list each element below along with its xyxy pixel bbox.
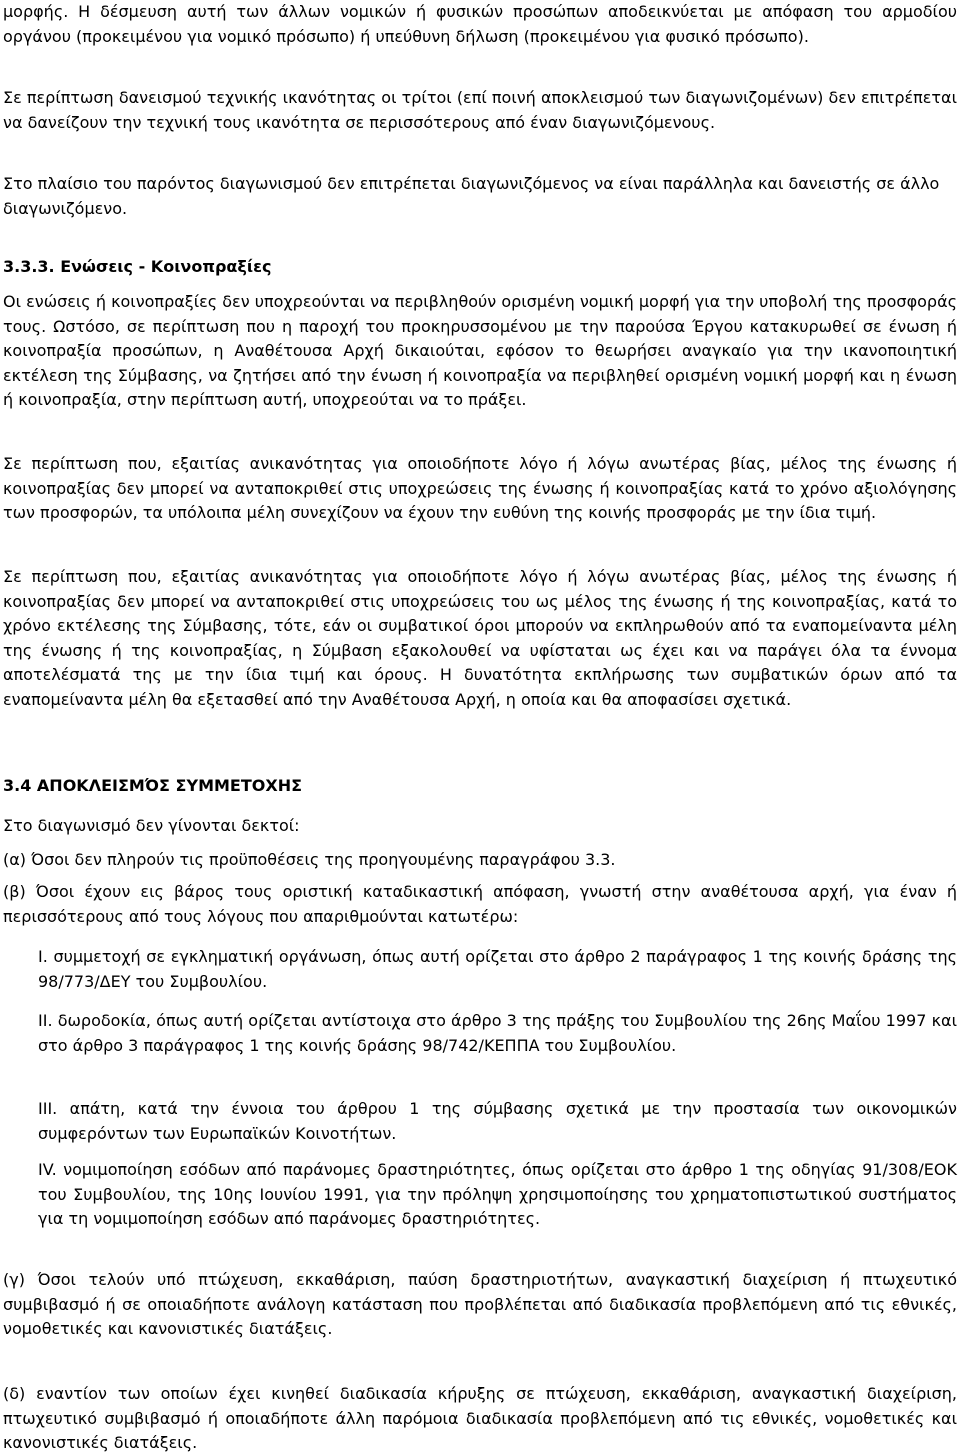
paragraph-4: Οι ενώσεις ή κοινοπραξίες δεν υποχρεούνται να περιβληθούν ορισμένη νομική μορφή για την υποβολή της προσφοράς τους. Ωστόσο, σε περίπτωση που η παροχή του προκηρυσσομένου με την παρούσα Έργου κατακυρωθεί σε ένωση ή κοινοπραξία προσώπων, η Αναθέτουσα Αρχή δικαιούται, εφόσον το θεωρήσει αναγκαίο για την ικανοποιητική εκτέλεση της Σύμβασης, να ζητήσει από την ένωση ή κοινοπραξία να περιβληθεί ορισμένη νομική μορφή και η ένωση ή κοινοπραξία, στην περίπτωση αυτή, υποχρεούται να το πράξει. (3, 292, 957, 409)
item-a: (α) Όσοι δεν πληρούν τις προϋποθέσεις της προηγουμένης παραγράφου 3.3. (3, 850, 616, 869)
sub-item-ii: II. δωροδοκία, όπως αυτή ορίζεται αντίστοιχα στο άρθρο 3 της πράξης του Συμβουλίου της 26ης Μαΐου 1997 και στο άρθρο 3 παράγραφος 1 της κοινής δράσης 98/742/ΚΕΠΠΑ του Συμβουλίου. (38, 1011, 957, 1055)
sub-item-iv: IV. νομιμοποίηση εσόδων από παράνομες δραστηριότητες, όπως ορίζεται στο άρθρο 1 της οδηγίας 91/308/ΕΟΚ του Συμβουλίου, της 10ης Ιουνίου 1991, για την πρόληψη χρησιμοποίησης του χρηματοπιστωτικού συστήματος για τη νομιμοποίηση εσόδων από παράνομες δραστηριότητες. (38, 1160, 957, 1228)
paragraph-5: Σε περίπτωση που, εξαιτίας ανικανότητας για οποιοδήποτε λόγο ή λόγω ανωτέρας βίας, μέλος της ένωσης ή κοινοπραξίας δεν μπορεί να ανταποκριθεί στις υποχρεώσεις της ένωσης ή κοινοπραξίας κατά το χρόνο αξιολόγησης των προσφορών, τα υπόλοιπα μέλη συνεχίζουν να έχουν την ευθύνη της κοινής προσφοράς με την ίδια τιμή. (3, 454, 957, 522)
paragraph-7: Στο διαγωνισμό δεν γίνονται δεκτοί: (3, 816, 300, 835)
paragraph-2: Σε περίπτωση δανεισμού τεχνικής ικανότητας οι τρίτοι (επί ποινή αποκλεισμού των διαγωνιζομένων) δεν επιτρέπεται να δανείζουν την τεχνική τους ικανότητα σε περισσότερους από έναν διαγωνιζόμενους. (3, 88, 957, 132)
paragraph-1: μορφής. Η δέσμευση αυτή των άλλων νομικών ή φυσικών προσώπων αποδεικνύεται με απόφαση του αρμοδίου οργάνου (προκειμένου για νομικό πρόσωπο) ή υπεύθυνη δήλωση (προκειμένου για φυσικό πρόσωπο). (3, 2, 957, 46)
paragraph-3: Στο πλαίσιο του παρόντος διαγωνισμού δεν επιτρέπεται διαγωνιζόμενος να είναι παράλληλα και δανειστής σε άλλο διαγωνιζόμενο. (3, 174, 940, 218)
item-b: (β) Όσοι έχουν εις βάρος τους οριστική καταδικαστική απόφαση, γνωστή στην αναθέτουσα αρχή, για έναν ή περισσότερους από τους λόγους που απαριθμούνται κατωτέρω: (3, 882, 957, 926)
sub-item-i: I. συμμετοχή σε εγκληματική οργάνωση, όπως αυτή ορίζεται στο άρθρο 2 παράγραφος 1 της κοινής δράσης της 98/773/ΔΕΥ του Συμβουλίου. (38, 947, 957, 991)
item-d: (δ) εναντίον των οποίων έχει κινηθεί διαδικασία κήρυξης σε πτώχευση, εκκαθάριση, αναγκαστική διαχείριση, πτωχευτικό συμβιβασμό ή οποιαδήποτε άλλη παρόμοια διαδικασία προβλεπόμενη από τις εθνικές, νομοθετικές και κανονιστικές διατάξεις. (3, 1384, 957, 1452)
paragraph-6: Σε περίπτωση που, εξαιτίας ανικανότητας για οποιοδήποτε λόγο ή λόγω ανωτέρας βίας, μέλος της ένωσης ή κοινοπραξίας δεν μπορεί να ανταποκριθεί στις υποχρεώσεις του ως μέλος της ένωσης ή της κοινοπραξίας, κατά το χρόνο εκτέλεσης της Σύμβασης, τότε, εάν οι συμβατικοί όροι μπορούν να εκπληρωθούν από τα εναπομείναντα μέλη της ένωσης ή της κοινοπραξίας, η Σύμβαση εξακολουθεί να υφίσταται ως έχει και να παράγει όλα τα έννομα αποτελέσματά της με την ίδια τιμή και όρους. Η δυνατότητα εκπλήρωσης των συμβατικών όρων από τα εναπομείναντα μέλη θα εξετασθεί από την Αναθέτουσα Αρχή, η οποία και θα αποφασίσει σχετικά. (3, 567, 957, 709)
sub-item-iii: III. απάτη, κατά την έννοια του άρθρου 1 της σύμβασης σχετικά με την προστασία των οικονομικών συμφερόντων των Ευρωπαϊκών Κοινοτήτων. (38, 1099, 957, 1143)
section-heading-3-4: 3.4 ΑΠΟΚΛΕΙΣΜΌΣ ΣΥΜΜΕΤΟΧΗΣ (3, 776, 303, 795)
section-heading-3-3-3: 3.3.3. Ενώσεις - Κοινοπραξίες (3, 257, 272, 276)
item-c: (γ) Όσοι τελούν υπό πτώχευση, εκκαθάριση, παύση δραστηριοτήτων, αναγκαστική διαχείριση ή πτωχευτικό συμβιβασμό ή σε οποιαδήποτε ανάλογη κατάσταση που προβλέπεται από διαδικασία προβλεπόμενη από τις εθνικές, νομοθετικές και κανονιστικές διατάξεις. (3, 1270, 957, 1338)
